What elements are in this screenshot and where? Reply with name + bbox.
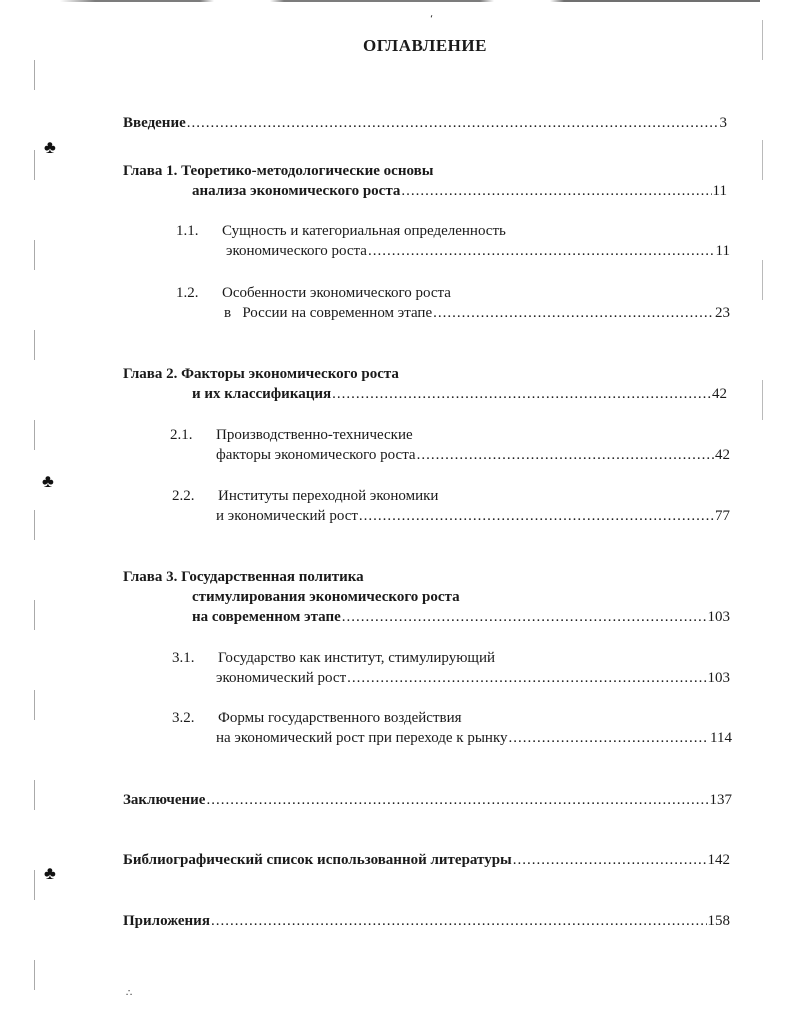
toc-entry-bibliography[interactable] [123,850,730,870]
page-number: 11 [712,183,727,199]
page-number: 42 [712,386,727,402]
page-number: 142 [707,852,730,868]
page-number: 42 [715,447,730,463]
page-number: 114 [710,730,732,746]
toc-section-2-2[interactable] [172,486,730,526]
chapter-title-line: Глава 3. Государственная политика [123,569,364,585]
page-number: 23 [715,305,730,321]
page-number: 103 [707,670,730,686]
chapter-title-line: и их классификация [192,386,332,402]
scan-edge-right [762,20,763,420]
scan-edge-top [60,0,760,2]
section-number: 2.1. [170,427,193,443]
page-number: 77 [715,508,730,524]
section-title-line: Сущность и категориальная определенность [222,223,506,239]
page-number: 158 [707,913,730,929]
section-number: 1.2. [176,285,199,301]
section-title-line: в России на современном этапе [224,305,433,321]
section-number: 2.2. [172,488,195,504]
toc-section-3-1[interactable] [172,648,730,688]
toc-entry-label: Приложения [123,913,210,929]
page-number: 103 [707,609,730,625]
toc-entry-conclusion[interactable] [123,790,732,810]
leader-dots [206,790,708,810]
chapter-title-line: анализа экономического роста [192,183,401,199]
toc-entry-label: Введение [123,115,186,131]
section-title-line: Институты переходной экономики [218,488,439,504]
toc-entry-label: Библиографический список использованной литературы [123,852,512,868]
toc-chapter-1[interactable] [123,161,727,201]
section-title-line: на экономический рост при переходе к рынку [216,730,508,746]
punch-hole-mark: ♣ [44,137,56,157]
leader-dots [211,911,707,931]
scan-edge-left [34,60,35,1020]
punch-hole-mark: ♣ [44,863,56,883]
scan-smudge: ∴ [126,988,133,999]
section-title-line: Особенности экономического роста [222,285,451,301]
section-title-line: факторы экономического роста [216,447,416,463]
page-number: 11 [715,243,730,259]
section-title-line: Производственно-технические [216,427,413,443]
toc-chapter-3[interactable] [123,567,730,627]
page-title: ОГЛАВЛЕНИЕ [363,36,487,55]
leader-dots [433,303,714,323]
section-number: 1.1. [176,223,199,239]
section-number: 3.1. [172,650,195,666]
leader-dots [359,506,714,526]
punch-hole-mark: ♣ [42,471,54,491]
scan-smudge: ‘ [430,14,434,25]
toc-section-2-1[interactable] [170,425,730,465]
leader-dots [332,384,711,404]
page-number: 3 [719,115,727,131]
chapter-title-line: Глава 2. Факторы экономического роста [123,366,399,382]
section-title-line: экономического роста [226,243,367,259]
leader-dots [417,445,714,465]
section-number: 3.2. [172,710,195,726]
leader-dots [368,241,715,261]
page-number: 137 [709,792,732,808]
toc-section-1-1[interactable] [176,221,730,261]
toc-entry-appendices[interactable] [123,911,730,931]
leader-dots [347,668,706,688]
leader-dots [187,113,719,133]
leader-dots [342,607,707,627]
section-title-line: и экономический рост [216,508,358,524]
leader-dots [513,850,707,870]
toc-chapter-2[interactable] [123,364,727,404]
toc-section-3-2[interactable] [172,708,732,748]
chapter-title-line: Глава 1. Теоретико-методологические основы [123,163,434,179]
toc-entry-intro[interactable] [123,113,727,133]
toc-entry-label: Заключение [123,792,206,808]
toc-section-1-2[interactable] [176,283,730,323]
section-title-line: Государство как институт, стимулирующий [218,650,496,666]
chapter-title-line: на современном этапе [192,609,341,625]
leader-dots [509,728,710,748]
leader-dots [401,181,711,201]
section-title-line: экономический рост [216,670,347,686]
chapter-title-line: стимулирования экономического роста [192,589,460,605]
section-title-line: Формы государственного воздействия [218,710,462,726]
